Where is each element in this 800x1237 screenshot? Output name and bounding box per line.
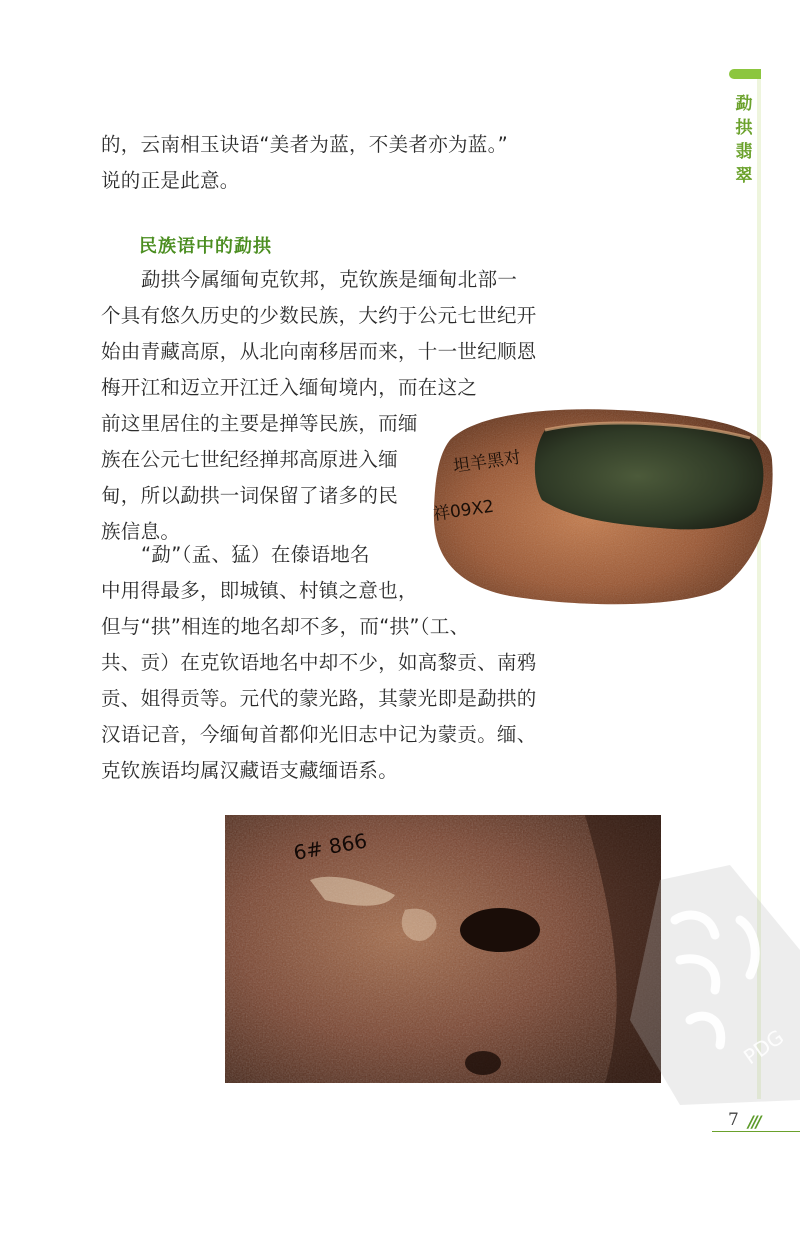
paragraph-line: 汉语记音，今缅甸首都仰光旧志中记为蒙贡。缅、	[101, 723, 537, 746]
paragraph-line: 始由青藏高原，从北向南移居而来，十一世纪顺恩	[101, 340, 537, 363]
watermark-text: PDG	[739, 1024, 789, 1070]
paragraph-line: 但与“拱”相连的地名却不多，而“拱”（工、	[101, 615, 470, 638]
intro-paragraph	[101, 127, 508, 199]
side-tab-bar	[729, 69, 761, 79]
paragraph-line: 个具有悠久历史的少数民族，大约于公元七世纪开	[101, 304, 537, 327]
intro-line: 的，云南相玉诀语“美者为蓝，不美者亦为蓝。”	[101, 133, 509, 156]
boulder-closeup-graphic	[225, 815, 661, 1083]
page-number: 7	[728, 1110, 739, 1130]
photo-marking: 6# 866	[291, 828, 369, 865]
paragraph-line: 中用得最多，即城镇、村镇之意也，	[101, 579, 418, 602]
paragraph-line: 克钦族语均属汉藏语支藏缅语系。	[101, 759, 399, 782]
paragraph-line: 梅开江和迈立开江迁入缅甸境内，而在这之	[101, 376, 478, 399]
footer-rule	[712, 1131, 800, 1132]
boulder-closeup-photo	[225, 815, 661, 1083]
intro-line: 说的正是此意。	[101, 169, 240, 192]
paragraph-line: “勐”（孟、猛）在傣语地名	[141, 543, 370, 566]
paragraph-line: 族在公元七世纪经掸邦高原进入缅	[101, 448, 399, 471]
paragraph-line: 甸，所以勐拱一词保留了诸多的民	[101, 484, 399, 507]
paragraph-line: 前这里居住的主要是掸等民族，而缅	[101, 412, 418, 435]
page-number-decoration: ///	[748, 1112, 760, 1131]
paragraph-line: 勐拱今属缅甸克钦邦，克钦族是缅甸北部一	[141, 268, 518, 291]
watermark-seal	[620, 860, 800, 1110]
paragraph-line: 共、贡）在克钦语地名中却不少，如高黎贡、南鸦	[101, 651, 537, 674]
section-heading: 民族语中的勐拱	[139, 236, 272, 257]
boulder-marking-2: 祥09X2	[431, 496, 496, 525]
boulder-marking-1: 坦羊黑对	[451, 447, 523, 477]
paragraph-line: 贡、姐得贡等。元代的蒙光路，其蒙光即是勐拱的	[101, 687, 537, 710]
chapter-side-tab: 勐 拱 翡 翠	[735, 94, 753, 186]
jade-boulder-image	[420, 400, 780, 610]
paragraph-line: 族信息。	[101, 520, 181, 543]
